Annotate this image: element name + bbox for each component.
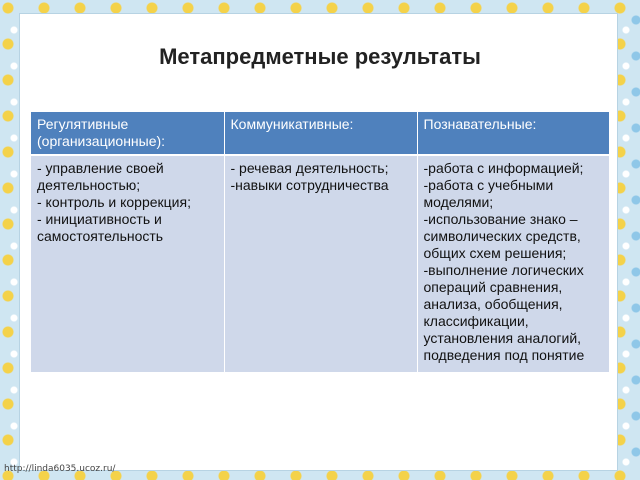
list-item: -работа с информацией; xyxy=(423,160,584,176)
list-item: - инициативность и самостоятельность xyxy=(37,211,164,244)
results-table xyxy=(31,112,609,372)
list-item: -навыки сотрудничества xyxy=(230,177,389,193)
cell-cognitive xyxy=(417,155,609,372)
source-url: http://linda6035.ucoz.ru/ xyxy=(4,464,116,474)
list-item: - управление своей деятельностью; xyxy=(37,160,164,193)
cell-regulatory xyxy=(31,155,224,372)
list-item: -работа с учебными моделями; xyxy=(423,177,554,210)
table-header-row xyxy=(31,112,609,155)
table-row xyxy=(31,155,609,372)
header-cognitive: Познавательные: xyxy=(417,112,609,155)
list-item: - контроль и коррекция; xyxy=(37,194,191,210)
slide-title: Метапредметные результаты xyxy=(159,44,481,69)
list-item: - речевая деятельность; xyxy=(230,160,389,176)
header-regulatory: Регулятивные (организационные): xyxy=(31,112,224,155)
cell-communicative xyxy=(224,155,417,372)
list-item: -выполнение логических операций сравнения, анализа, обобщения, классификации, установления аналогий, подведения под понятие xyxy=(423,262,585,363)
header-communicative: Коммуникативные: xyxy=(224,112,417,155)
list-item: -использование знако – символических средств, общих схем решения; xyxy=(423,211,581,261)
